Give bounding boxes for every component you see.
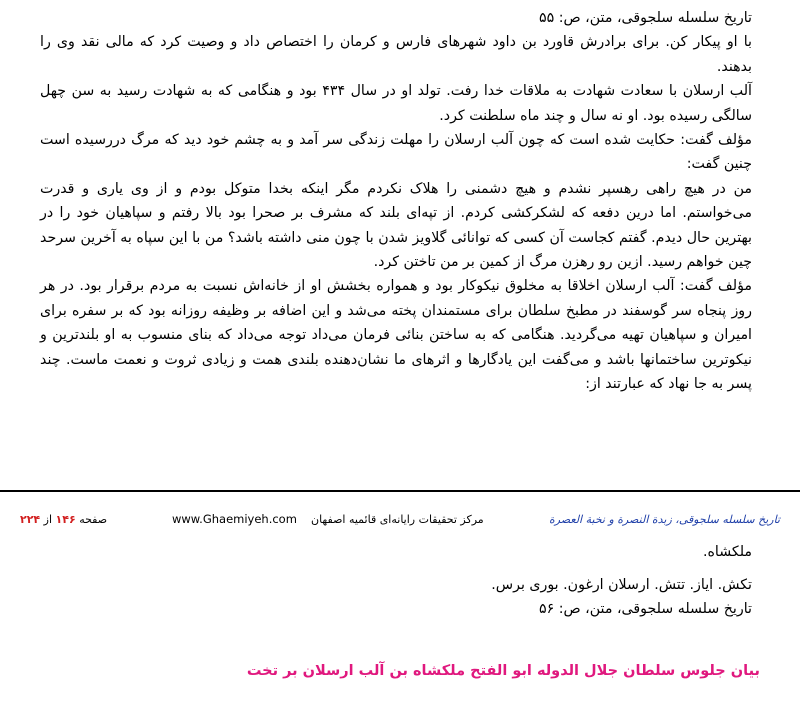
section-heading: بیان جلوس سلطان جلال الدوله ابو الفتح ملکشاه بن آلب ارسلان بر تخت bbox=[246, 663, 760, 679]
paragraph: با او پیکار کن. برای برادرش قاورد بن داود شهرهای فارس و کرمان را اختصاص داد و وصیت کرد که مالی نقد وی را بدهند. bbox=[40, 34, 752, 75]
page-label: صفحه bbox=[79, 513, 108, 526]
sons-line-1: ملکشاه. bbox=[702, 544, 752, 560]
paragraph: مؤلف گفت: آلب ارسلان اخلاقا به مخلوق نیکوکار بود و همواره بخشش او از خانه‌اش نسبت به مردم برقرار بود. در هر روز پنجاه سر گوسفند در مطبخ سلطان برای مستمندان پخته می‌شد و این اضافه بر وظیفه روزانه بود که بر سفره برای امیران و سپاهیان تهیه می‌گردید. هنگامی که به ساختن بنائی فرمان می‌داد توجه می‌داد که بنای منسوب به او بلندترین و نیکوترین ساختمانها باشد و می‌گفت این یادگارها و اثرهای ما نشان‌دهنده بلندی همت و زیادی ثروت و نعمت ماست. چند پسر به جا نهاد که عبارتند از: bbox=[40, 278, 752, 393]
page-current: ۱۴۶ bbox=[55, 513, 76, 526]
page-of: از bbox=[43, 513, 53, 526]
page-citation: تاریخ سلسله سلجوقی، متن، ص: ۵۵ bbox=[538, 10, 752, 26]
body-text bbox=[40, 6, 752, 397]
series-title: تاریخ سلسله سلجوقی، زبدة النصرة و نخبة العصرة bbox=[549, 513, 780, 526]
website-link[interactable]: www.Ghaemiyeh.com bbox=[172, 512, 297, 526]
paragraph: من در هیچ راهی رهسپر نشدم و هیچ دشمنی را هلاک نکردم مگر اینکه بخدا متوکل بودم و از وی یاری و قدرت می‌خواستم. اما درین دفعه که لشکرکشی کردم. از تپه‌ای بلند که مشرف بر صحرا بود بالا رفتم و سپاهیان خود را در بهترین حال دیدم. گفتم کجاست آن کسی که توانائی گلاویز شدن با چون منی داشته باشد؟ من با این سپاه به آخرین سرحد چین خواهم رسید. ازین رو رهزن مرگ از کمین بر من تاختن کرد. bbox=[40, 180, 752, 271]
page-citation-2: تاریخ سلسله سلجوقی، متن، ص: ۵۶ bbox=[538, 601, 752, 617]
paragraph: مؤلف گفت: حکایت شده است که چون آلب ارسلان را مهلت زندگی سر آمد و به چشم خود دید که مرگ دررسیده است چنین گفت: bbox=[40, 132, 752, 173]
paragraph: آلب ارسلان با سعادت شهادت به ملاقات خدا رفت. تولد او در سال ۴۳۴ بود و هنگامی که به شهادت رسید به سن چهل سالگی رسیده بود. او نه سال و چند ماه سلطنت کرد. bbox=[40, 83, 752, 124]
sons-line-2: تکش. ایاز. تتش. ارسلان ارغون. بوری برس. bbox=[491, 576, 752, 593]
page-lower bbox=[40, 540, 752, 622]
page-total: ۲۲۴ bbox=[20, 513, 41, 526]
page-footer bbox=[20, 510, 780, 532]
page-divider bbox=[0, 490, 800, 492]
page-number bbox=[20, 513, 107, 526]
center-name: مرکز تحقیقات رایانه‌ای قائمیه اصفهان bbox=[311, 513, 484, 526]
